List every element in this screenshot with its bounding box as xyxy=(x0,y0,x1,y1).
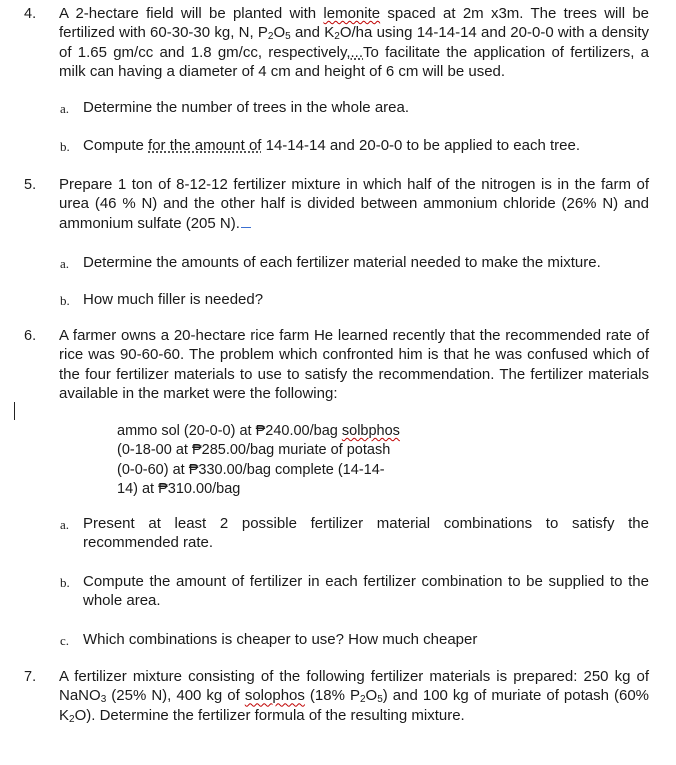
sub-mark: a. xyxy=(60,101,70,116)
question-7-text: A fertilizer mixture consisting of the following fertilizer materials is prepared: 250 kg of NaNO$_3$ (25% N), 400 kg of solophos (18% $P_2O_5$) and 100 kg of muriate of potash (60% $K_2O$). Determine the fertilizer formula of the resulting mixture. xyxy=(59,668,649,725)
list-item: (0-0-60) at ₱330.00/bag complete (14-14- xyxy=(117,461,385,478)
list-item: ammo sol (20-0-0) at ₱240.00/bag solbphos xyxy=(117,423,400,439)
sub-mark: b. xyxy=(60,575,70,590)
list-item: (0-18-00 at ₱285.00/bag muriate of potash xyxy=(117,442,391,459)
question-5-text: Prepare 1 ton of 8-12-12 fertilizer mixture in which half of the nitrogen is in the farm of urea (46 % N) and the other half is divided between ammonium chloride (26% N) and ammonium sulfate (205 N). xyxy=(59,176,649,232)
question-4b-text: Compute for the amount of 14-14-14 and 20-0-0 to be applied to each tree. xyxy=(83,137,581,154)
text-cursor[interactable] xyxy=(14,402,15,420)
question-number: 6. xyxy=(24,328,37,344)
question-6b-text: Compute the amount of fertilizer in each fertilizer combination to be supplied to the whole area. xyxy=(83,573,649,610)
question-number: 5. xyxy=(24,177,37,193)
question-number: 4. xyxy=(24,6,37,22)
question-5b-text: How much filler is needed? xyxy=(83,291,264,308)
question-4a-text: Determine the number of trees in the whole area. xyxy=(83,99,410,116)
sub-mark: c. xyxy=(60,633,70,648)
comment-marker-icon xyxy=(241,221,251,228)
sub-mark: a. xyxy=(60,517,70,532)
question-4-text: A 2-hectare field will be planted with lemonite spaced at 2m x3m. The trees will be fertilized with 60-30-30 kg, N, $P_2O_5$ and $K_2O/ha$ using 14-14-14 and 20-0-0 with a density of 1.65 gm/cc and 1.8 gm/cc, respectively,...To facilitate the application of fertilizers, a milk can having a diameter of 4 cm and height of 6 cm will be used. xyxy=(59,5,650,80)
question-5a-text: Determine the amounts of each fertilizer material needed to make the mixture. xyxy=(83,254,601,271)
question-number: 7. xyxy=(24,669,37,685)
sub-mark: b. xyxy=(60,139,70,154)
list-item: 14) at ₱310.00/bag xyxy=(117,480,241,497)
question-6c-text: Which combinations is cheaper to use? How much cheaper xyxy=(83,631,478,648)
question-6-text: A farmer owns a 20-hectare rice farm He learned recently that the recommended rate of rice was 90-60-60. The problem which confronted him is that he was confused which of the four fertilizer materials to use to satisfy the recommendation. The fertilizer materials available in the market were the following: xyxy=(59,327,649,402)
sub-mark: a. xyxy=(60,256,70,271)
fertilizer-list xyxy=(117,422,427,499)
question-6a-text: Present at least 2 possible fertilizer material combinations to satisfy the recommended rate. xyxy=(83,515,649,552)
sub-mark: b. xyxy=(60,293,70,308)
